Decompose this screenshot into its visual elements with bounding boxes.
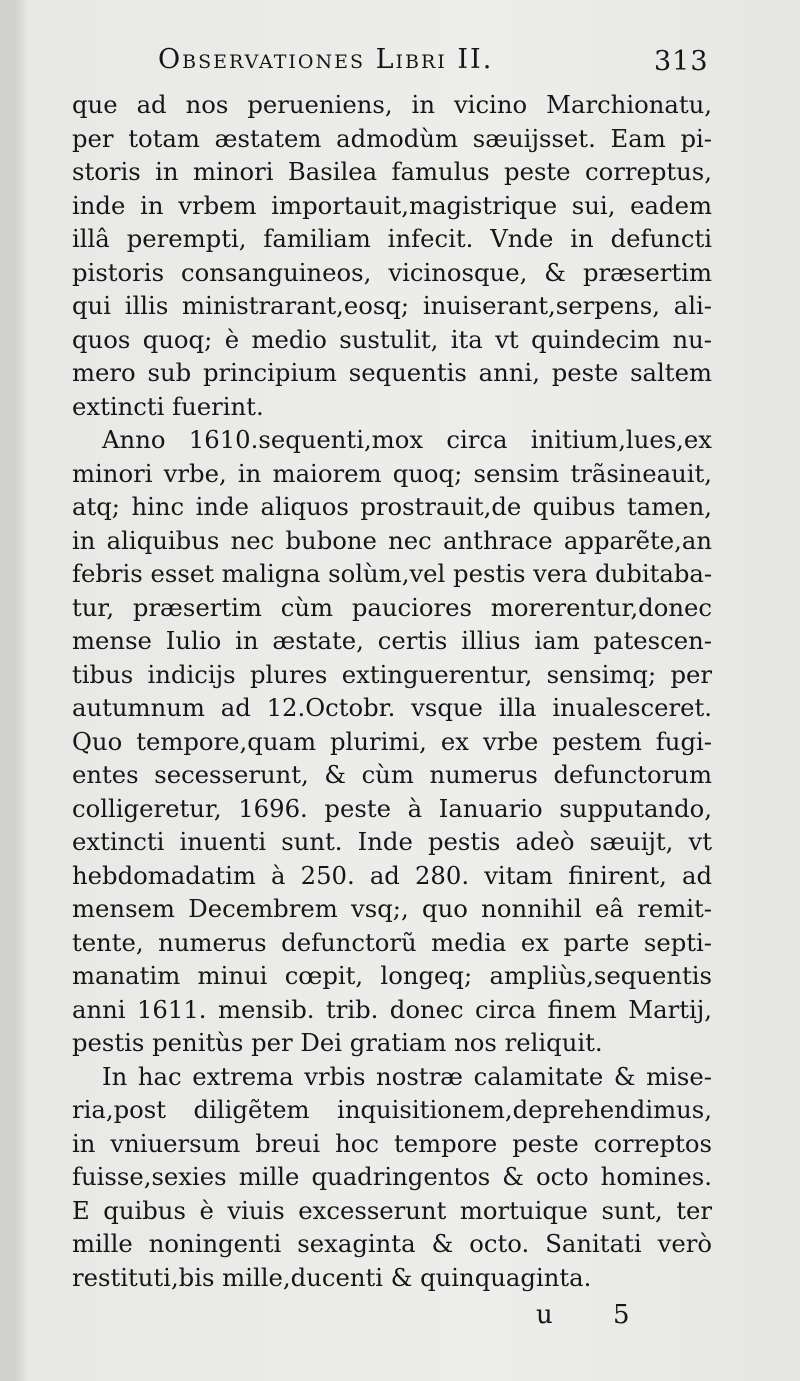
text-line: mero sub principium sequentis anni, peste saltem <box>72 358 712 387</box>
text-line: E quibus è viuis excesserunt mortuique sunt, ter <box>72 1195 712 1225</box>
text-line: fuisse,sexies mille quadringentos & octo homines. <box>72 1162 712 1191</box>
text-line: extincti fuerint. <box>72 391 264 421</box>
text-line: illâ perempti, familiam infecit. Vnde in defuncti <box>72 224 712 253</box>
running-head: Observationes Libri II. <box>158 44 494 75</box>
text-line: tur, præsertim cùm pauciores morerentur,donec <box>72 592 712 622</box>
text-line: entes secesserunt, & cùm numerus defunctorum <box>72 760 712 789</box>
text-line: mensem Decembrem vsq;, quo nonnihil eâ remit- <box>72 894 712 923</box>
text-line: manatim minui cœpit, longeq; ampliùs,sequentis <box>72 961 712 990</box>
book-page <box>14 0 800 1381</box>
text-line: quos quoq; è medio sustulit, ita vt quindecim nu- <box>72 324 712 354</box>
text-line: qui illis ministrarant,eosq; inuiserant,serpens, ali- <box>72 291 712 320</box>
signature-mark: u 5 <box>536 1300 656 1330</box>
text-line: anni 1611. mensib. trib. donec circa finem Martij, <box>72 994 712 1024</box>
text-line: mille noningenti sexaginta & octo. Sanitati verò <box>72 1229 712 1258</box>
text-line: Anno 1610.sequenti,mox circa initium,lues,ex <box>102 425 712 454</box>
text-line: que ad nos perueniens, in vicino Marchionatu, <box>72 90 712 119</box>
text-line: atq; hinc inde aliquos prostrauit,de quibus tamen, <box>72 492 712 521</box>
paragraph <box>72 1060 712 1295</box>
text-line: febris esset maligna solùm,vel pestis vera dubitaba- <box>72 559 713 588</box>
text-line: pistoris consanguineos, vicinosque, & præsertim <box>72 257 712 287</box>
text-line: restituti,bis mille,ducenti & quinquaginta. <box>72 1262 592 1292</box>
text-line: per totam æstatem admodùm sæuijsset. Eam pi- <box>72 123 712 153</box>
text-line: in aliquibus nec bubone nec anthrace apparẽte,an <box>72 525 712 555</box>
text-line: In hac extrema vrbis nostræ calamitate & mise- <box>102 1061 712 1091</box>
text-line: minori vrbe, in maiorem quoq; sensim trãsineauit, <box>72 458 712 488</box>
text-line: inde in vrbem importauit,magistrique sui, eadem <box>72 190 712 220</box>
text-line: storis in minori Basilea famulus peste correptus, <box>72 157 712 186</box>
page-header <box>158 42 788 82</box>
text-line: tibus indicijs plures extinguerentur, sensimq; per <box>72 659 712 689</box>
page-number: 313 <box>654 46 709 77</box>
text-line: autumnum ad 12.Octobr. vsque illa inualesceret. <box>72 693 712 722</box>
text-line: Quo tempore,quam plurimi, ex vrbe pestem fugi- <box>72 726 712 756</box>
paragraph <box>72 88 712 423</box>
text-line: tente, numerus defunctorũ media ex parte septi- <box>72 927 712 957</box>
text-line: pestis penitùs per Dei gratiam nos reliquit. <box>72 1028 603 1057</box>
text-line: extincti inuenti sunt. Inde pestis adeò sæuijt, vt <box>72 827 712 856</box>
text-line: hebdomadatim à 250. ad 280. vitam finirent, ad <box>72 860 712 890</box>
text-line: colligeretur, 1696. peste à Ianuario supputando, <box>72 793 712 823</box>
body-text <box>72 88 712 1294</box>
text-line: mense Iulio in æstate, certis illius iam patescen- <box>72 626 712 655</box>
text-line: in vniuersum breui hoc tempore peste correptos <box>72 1128 712 1158</box>
paragraph <box>72 423 712 1060</box>
text-line: ria,post diligẽtem inquisitionem,deprehendimus, <box>72 1095 712 1124</box>
